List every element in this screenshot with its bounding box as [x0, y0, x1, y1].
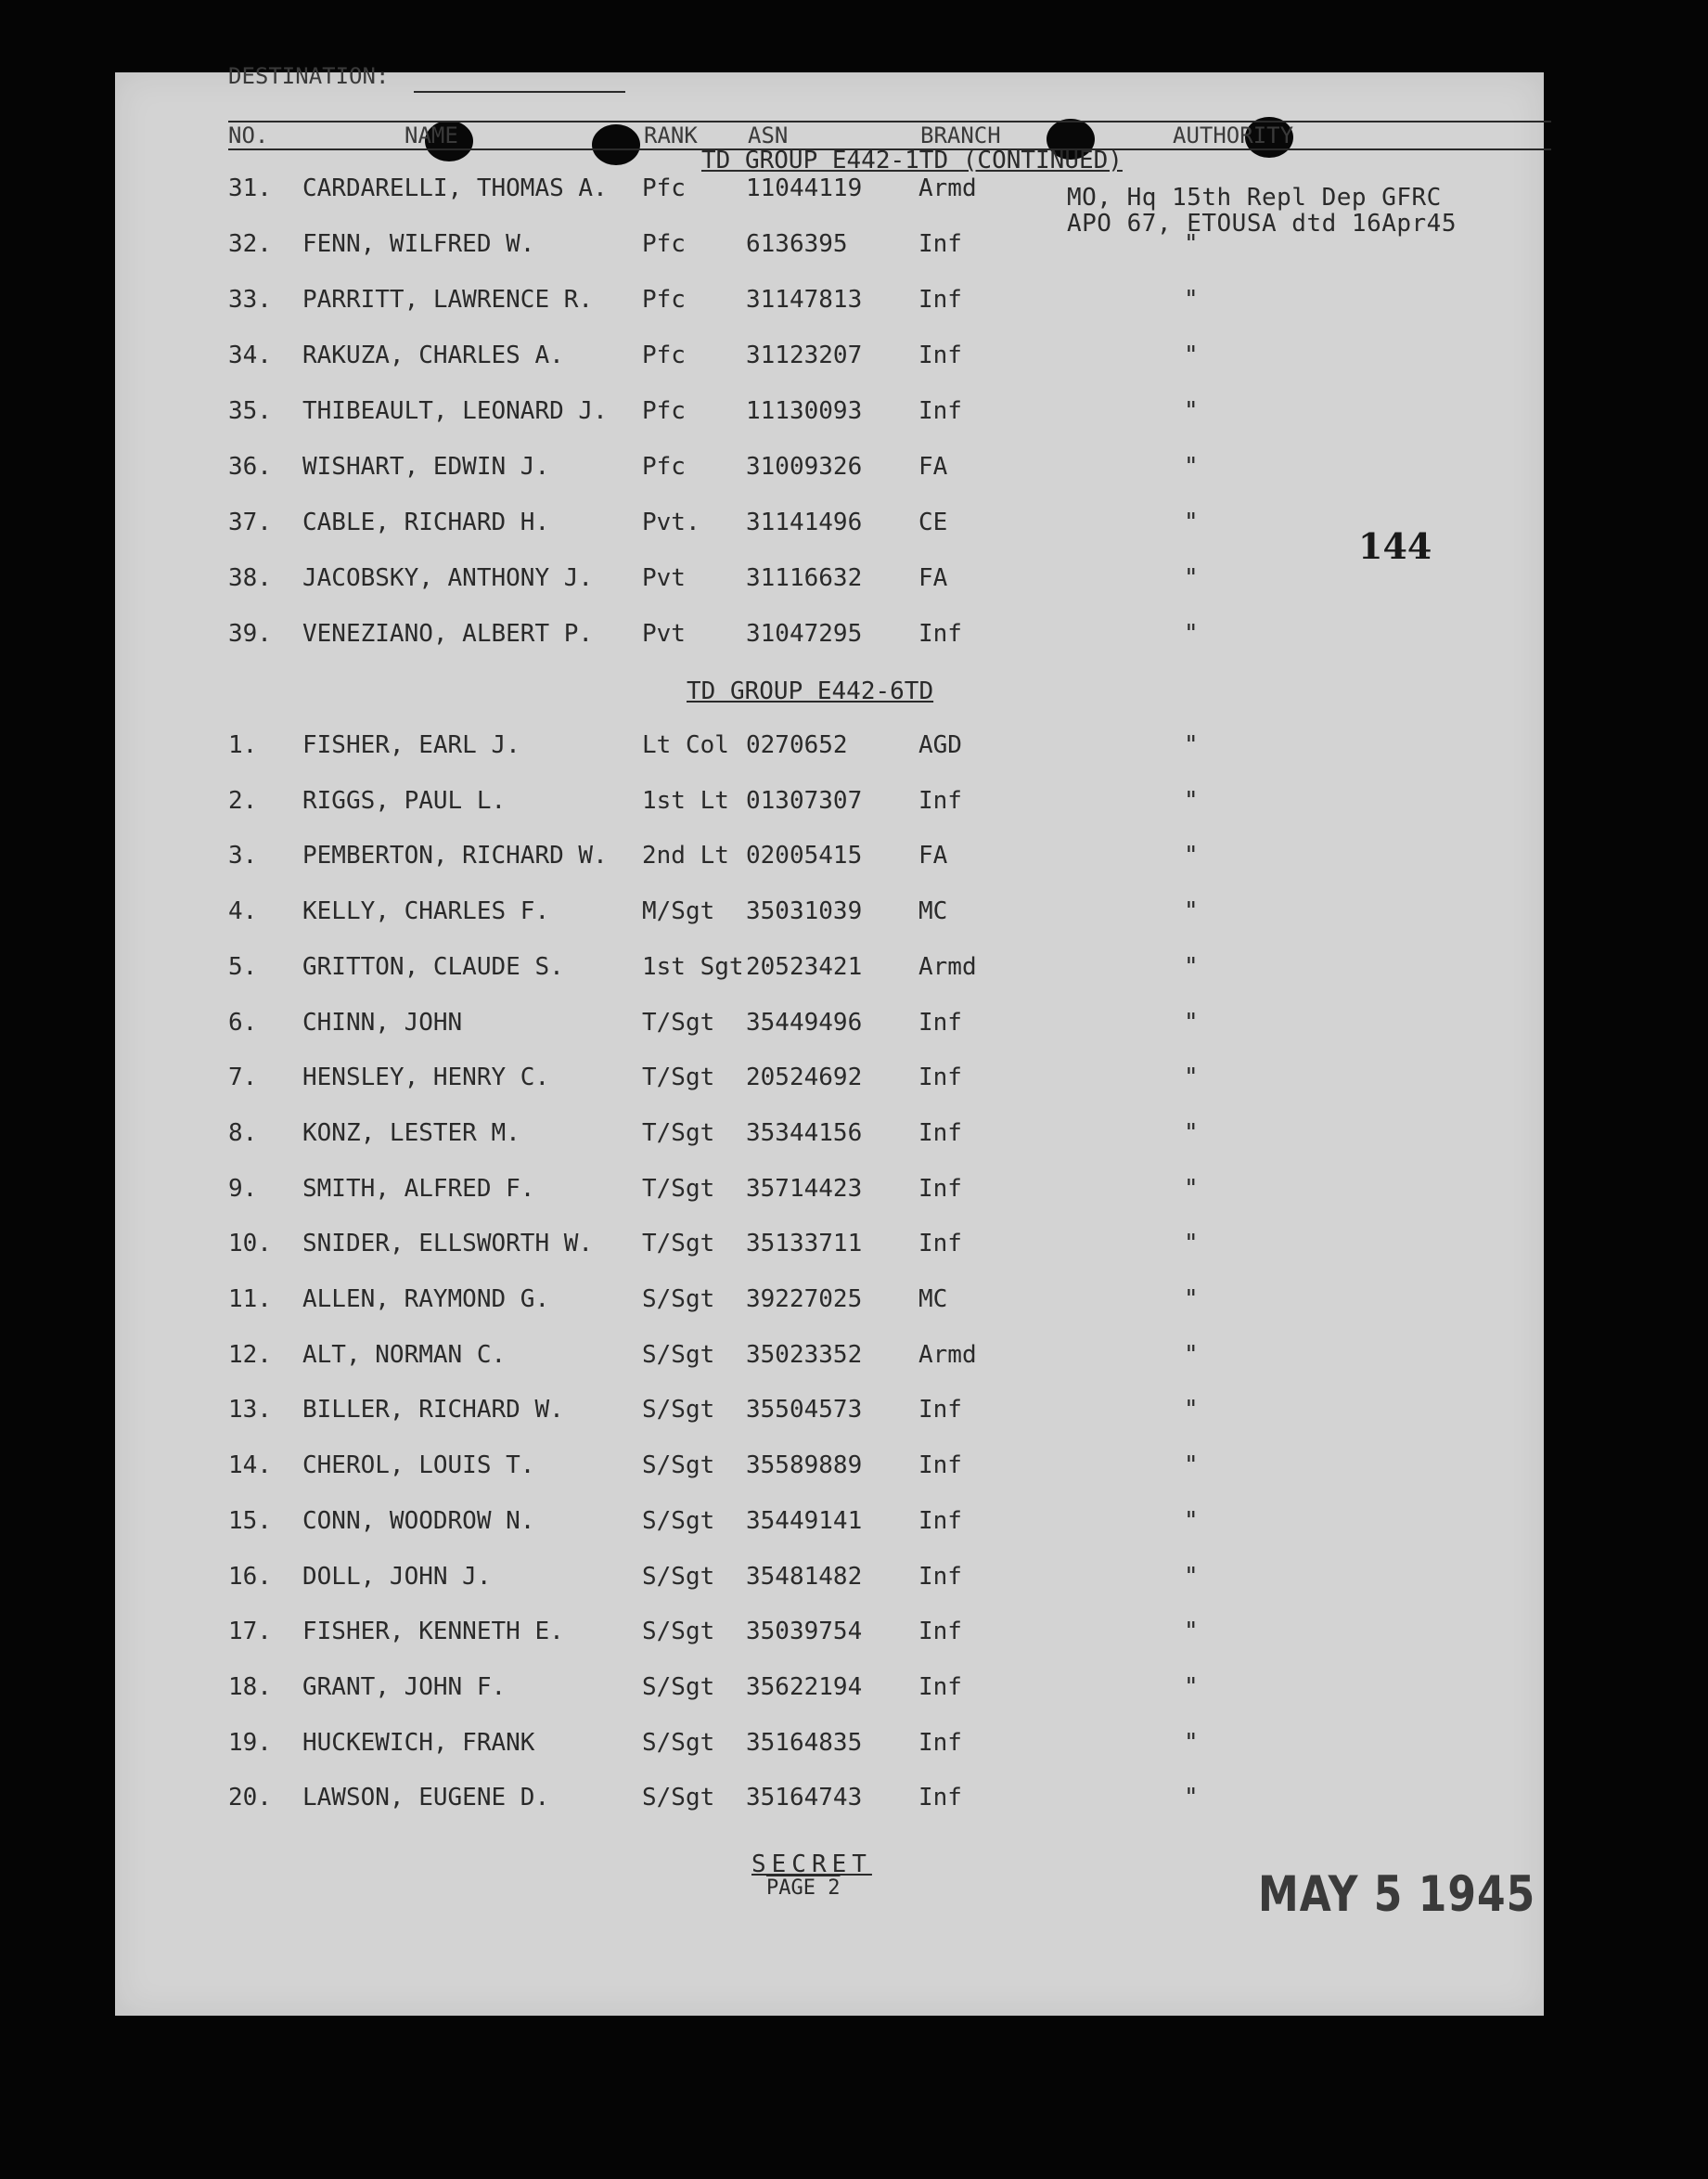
row-asn: 0270652	[746, 731, 848, 759]
row-number: 37.	[228, 509, 272, 536]
row-rank: Pfc	[642, 397, 686, 425]
row-asn: 20523421	[746, 952, 863, 981]
row-rank: Pfc	[642, 286, 686, 314]
row-rank: S/Sgt	[642, 1784, 715, 1812]
row-rank: S/Sgt	[642, 1285, 715, 1313]
table-row	[115, 1064, 1544, 1101]
row-name: GRITTON, CLAUDE S.	[302, 952, 564, 981]
row-rank: T/Sgt	[642, 1064, 715, 1092]
row-asn: 35164835	[746, 1728, 863, 1757]
row-branch: CE	[918, 509, 948, 536]
row-branch: MC	[918, 1285, 948, 1313]
row-rank: Pvt	[642, 620, 686, 648]
row-rank: 1st Sgt	[642, 952, 744, 981]
row-authority: "	[1184, 509, 1199, 536]
row-authority: "	[1184, 1340, 1199, 1369]
table-row	[115, 620, 1544, 657]
row-asn: 11130093	[746, 397, 863, 425]
row-number: 3.	[228, 842, 258, 870]
row-authority: "	[1184, 1618, 1199, 1646]
row-branch: Inf	[918, 1506, 962, 1535]
row-rank: T/Sgt	[642, 1008, 715, 1037]
row-number: 31.	[228, 174, 272, 202]
row-name: THIBEAULT, LEONARD J.	[302, 397, 608, 425]
row-branch: FA	[918, 453, 948, 481]
row-name: CHEROL, LOUIS T.	[302, 1451, 535, 1480]
row-asn: 02005415	[746, 842, 863, 870]
row-asn: 01307307	[746, 786, 863, 815]
row-branch: FA	[918, 564, 948, 592]
row-asn: 31009326	[746, 453, 863, 481]
row-branch: Inf	[918, 397, 962, 425]
row-branch: MC	[918, 897, 948, 926]
table-row	[115, 1784, 1544, 1821]
row-rank: 2nd Lt	[642, 842, 729, 870]
row-name: BILLER, RICHARD W.	[302, 1396, 564, 1425]
row-authority: "	[1184, 1064, 1199, 1092]
table-row	[115, 1507, 1544, 1544]
row-authority: "	[1184, 1008, 1199, 1037]
row-asn: 35031039	[746, 897, 863, 926]
row-rank: S/Sgt	[642, 1728, 715, 1757]
table-row	[115, 1563, 1544, 1600]
group1-title: TD GROUP E442-1TD (CONTINUED)	[701, 147, 1123, 174]
row-branch: Armd	[918, 174, 977, 202]
row-number: 10.	[228, 1230, 272, 1258]
table-row	[115, 1119, 1544, 1156]
row-authority: "	[1184, 1784, 1199, 1812]
row-branch: AGD	[918, 731, 962, 759]
row-branch: Inf	[918, 1728, 962, 1757]
table-row	[115, 1451, 1544, 1489]
row-name: GRANT, JOHN F.	[302, 1672, 507, 1701]
row-branch: Inf	[918, 786, 962, 815]
row-name: PEMBERTON, RICHARD W.	[302, 842, 608, 870]
row-name: SMITH, ALFRED F.	[302, 1174, 535, 1203]
row-asn: 35039754	[746, 1618, 863, 1646]
table-row	[115, 1396, 1544, 1433]
row-number: 14.	[228, 1451, 272, 1480]
row-asn: 31141496	[746, 509, 863, 536]
row-name: ALT, NORMAN C.	[302, 1340, 507, 1369]
row-number: 19.	[228, 1728, 272, 1757]
row-rank: Pvt.	[642, 509, 700, 536]
destination-line	[414, 91, 625, 93]
row-authority: "	[1184, 1728, 1199, 1757]
row-authority: "	[1184, 897, 1199, 926]
row-asn: 31116632	[746, 564, 863, 592]
row-asn: 11044119	[746, 174, 863, 202]
table-row	[115, 1285, 1544, 1322]
row-branch: Inf	[918, 342, 962, 369]
row-rank: S/Sgt	[642, 1340, 715, 1369]
row-authority: "	[1184, 842, 1199, 870]
row-name: FISHER, EARL J.	[302, 731, 520, 759]
document-sheet	[115, 63, 1544, 2016]
row-number: 35.	[228, 397, 272, 425]
row-name: HENSLEY, HENRY C.	[302, 1064, 550, 1092]
authority-note-line1: MO, Hq 15th Repl Dep GFRC	[1067, 184, 1442, 212]
table-row	[115, 1729, 1544, 1766]
row-name: KELLY, CHARLES F.	[302, 897, 550, 926]
table-row	[115, 453, 1544, 490]
row-number: 33.	[228, 286, 272, 314]
table-row	[115, 1341, 1544, 1378]
row-rank: T/Sgt	[642, 1230, 715, 1258]
date-stamp: MAY 5 1945	[1258, 1865, 1536, 1924]
row-number: 9.	[228, 1174, 258, 1203]
row-number: 2.	[228, 786, 258, 815]
row-name: HUCKEWICH, FRANK	[302, 1728, 535, 1757]
classification-marking: SECRET	[751, 1850, 872, 1878]
row-number: 12.	[228, 1340, 272, 1369]
row-branch: Inf	[918, 1064, 962, 1092]
row-branch: Inf	[918, 1008, 962, 1037]
table-row	[115, 1230, 1544, 1267]
row-authority: "	[1184, 1672, 1199, 1701]
row-asn: 6136395	[746, 230, 848, 258]
row-name: JACOBSKY, ANTHONY J.	[302, 564, 594, 592]
row-branch: Inf	[918, 1451, 962, 1480]
row-authority: "	[1184, 397, 1199, 425]
row-number: 39.	[228, 620, 272, 648]
row-authority: "	[1184, 342, 1199, 369]
row-number: 6.	[228, 1008, 258, 1037]
row-asn: 35589889	[746, 1451, 863, 1480]
row-rank: Pfc	[642, 342, 686, 369]
row-branch: Inf	[918, 230, 962, 258]
row-asn: 20524692	[746, 1064, 863, 1092]
row-rank: S/Sgt	[642, 1562, 715, 1591]
row-asn: 35164743	[746, 1784, 863, 1812]
row-rank: M/Sgt	[642, 897, 715, 926]
row-name: RIGGS, PAUL L.	[302, 786, 507, 815]
row-rank: 1st Lt	[642, 786, 729, 815]
column-no: NO.	[228, 122, 269, 148]
row-rank: T/Sgt	[642, 1174, 715, 1203]
row-asn: 35449496	[746, 1008, 863, 1037]
table-row	[115, 842, 1544, 879]
row-number: 32.	[228, 230, 272, 258]
row-number: 34.	[228, 342, 272, 369]
row-name: DOLL, JOHN J.	[302, 1562, 492, 1591]
row-asn: 31047295	[746, 620, 863, 648]
column-name: NAME	[405, 122, 458, 148]
table-row	[115, 564, 1544, 601]
table-row	[115, 731, 1544, 768]
row-branch: Armd	[918, 952, 977, 981]
row-branch: Inf	[918, 1784, 962, 1812]
row-name: VENEZIANO, ALBERT P.	[302, 620, 594, 648]
row-number: 18.	[228, 1672, 272, 1701]
row-authority: "	[1184, 286, 1199, 314]
table-row	[115, 342, 1544, 379]
page-footer: PAGE 2	[766, 1876, 841, 1900]
row-name: KONZ, LESTER M.	[302, 1118, 520, 1147]
row-name: ALLEN, RAYMOND G.	[302, 1285, 550, 1313]
row-rank: Pfc	[642, 174, 686, 202]
row-name: PARRITT, LAWRENCE R.	[302, 286, 594, 314]
row-name: FISHER, KENNETH E.	[302, 1618, 564, 1646]
row-authority: "	[1184, 1396, 1199, 1425]
table-row	[115, 286, 1544, 323]
row-number: 16.	[228, 1562, 272, 1591]
row-number: 36.	[228, 453, 272, 481]
column-branch: BRANCH	[920, 122, 1001, 148]
row-authority: "	[1184, 1285, 1199, 1313]
row-rank: T/Sgt	[642, 1118, 715, 1147]
row-number: 11.	[228, 1285, 272, 1313]
table-row	[115, 953, 1544, 990]
table-row	[115, 230, 1544, 267]
row-asn: 31147813	[746, 286, 863, 314]
row-authority: "	[1184, 620, 1199, 648]
row-rank: Pfc	[642, 453, 686, 481]
row-rank: Pfc	[642, 230, 686, 258]
row-authority: "	[1184, 952, 1199, 981]
row-name: CHINN, JOHN	[302, 1008, 463, 1037]
row-authority: "	[1184, 564, 1199, 592]
row-number: 7.	[228, 1064, 258, 1092]
row-branch: Inf	[918, 1672, 962, 1701]
row-authority: "	[1184, 1506, 1199, 1535]
row-number: 5.	[228, 952, 258, 981]
row-asn: 35133711	[746, 1230, 863, 1258]
table-row	[115, 897, 1544, 935]
row-branch: Inf	[918, 1230, 962, 1258]
table-row	[115, 787, 1544, 824]
table-row	[115, 397, 1544, 434]
row-number: 17.	[228, 1618, 272, 1646]
table-row	[115, 509, 1544, 546]
row-rank: S/Sgt	[642, 1396, 715, 1425]
table-row	[115, 174, 1544, 212]
row-number: 8.	[228, 1118, 258, 1147]
row-branch: Inf	[918, 1174, 962, 1203]
table-row	[115, 1673, 1544, 1710]
row-name: SNIDER, ELLSWORTH W.	[302, 1230, 594, 1258]
page-number: 144	[1358, 525, 1432, 567]
row-name: FENN, WILFRED W.	[302, 230, 535, 258]
row-asn: 35449141	[746, 1506, 863, 1535]
row-authority: "	[1184, 786, 1199, 815]
row-asn: 35481482	[746, 1562, 863, 1591]
row-authority: "	[1184, 731, 1199, 759]
row-branch: Inf	[918, 1618, 962, 1646]
row-name: CONN, WOODROW N.	[302, 1506, 535, 1535]
row-rank: S/Sgt	[642, 1506, 715, 1535]
row-number: 15.	[228, 1506, 272, 1535]
row-rank: S/Sgt	[642, 1672, 715, 1701]
row-name: CARDARELLI, THOMAS A.	[302, 174, 608, 202]
table-row	[115, 1618, 1544, 1655]
row-branch: Inf	[918, 286, 962, 314]
row-asn: 35622194	[746, 1672, 863, 1701]
row-number: 38.	[228, 564, 272, 592]
row-authority: "	[1184, 230, 1199, 258]
column-rank: RANK	[644, 122, 698, 148]
row-branch: Inf	[918, 620, 962, 648]
destination-label: DESTINATION:	[228, 63, 390, 89]
row-branch: Inf	[918, 1562, 962, 1591]
row-authority: "	[1184, 1174, 1199, 1203]
column-asn: ASN	[748, 122, 789, 148]
row-rank: S/Sgt	[642, 1451, 715, 1480]
row-rank: S/Sgt	[642, 1618, 715, 1646]
row-authority: "	[1184, 453, 1199, 481]
authority-note-line2: APO 67, ETOUSA dtd 16Apr45	[1067, 210, 1457, 238]
row-number: 4.	[228, 897, 258, 926]
row-branch: FA	[918, 842, 948, 870]
row-asn: 35344156	[746, 1118, 863, 1147]
row-authority: "	[1184, 1230, 1199, 1258]
row-asn: 31123207	[746, 342, 863, 369]
row-asn: 35023352	[746, 1340, 863, 1369]
row-branch: Armd	[918, 1340, 977, 1369]
table-row	[115, 1175, 1544, 1212]
row-name: RAKUZA, CHARLES A.	[302, 342, 564, 369]
punch-hole	[592, 124, 640, 165]
row-name: LAWSON, EUGENE D.	[302, 1784, 550, 1812]
row-asn: 35504573	[746, 1396, 863, 1425]
row-rank: Lt Col	[642, 731, 729, 759]
row-number: 13.	[228, 1396, 272, 1425]
row-rank: Pvt	[642, 564, 686, 592]
row-asn: 39227025	[746, 1285, 863, 1313]
row-branch: Inf	[918, 1118, 962, 1147]
row-number: 1.	[228, 731, 258, 759]
column-authority: AUTHORITY	[1173, 122, 1294, 148]
table-row	[115, 1009, 1544, 1046]
row-authority: "	[1184, 1451, 1199, 1480]
row-asn: 35714423	[746, 1174, 863, 1203]
row-number: 20.	[228, 1784, 272, 1812]
group2-title: TD GROUP E442-6TD	[687, 677, 934, 705]
row-branch: Inf	[918, 1396, 962, 1425]
row-authority: "	[1184, 1118, 1199, 1147]
row-authority: "	[1184, 1562, 1199, 1591]
row-name: WISHART, EDWIN J.	[302, 453, 550, 481]
row-name: CABLE, RICHARD H.	[302, 509, 550, 536]
